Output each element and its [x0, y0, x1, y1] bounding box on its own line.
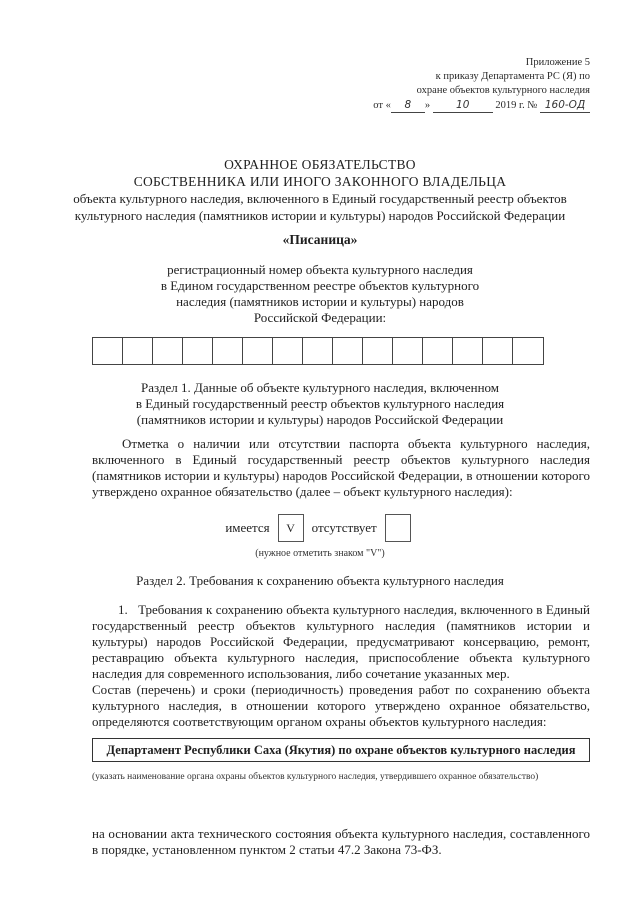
regno-cell [363, 338, 393, 364]
regno-cell [153, 338, 183, 364]
regno-line-1: регистрационный номер объекта культурного наследия [167, 262, 473, 277]
section-1-line-2: в Единый государственный реестр объектов культурного наследия [135, 396, 505, 411]
passport-paragraph: Отметка о наличии или отсутствии паспорта объекта культурного наследия, включенного в Единый государственный реестр объектов культурного наследия (памятников истории и культуры) народов Российской Федерации, в отношении которого утверждено охранное обязательство (далее – объект культурного наследия): [92, 436, 590, 499]
registration-number-caption [0, 262, 640, 326]
annex-line-1: Приложение 5 [525, 57, 590, 68]
department-note: (указать наименование органа охраны объектов культурного наследия, утвердившего охранное обязательство) [92, 772, 539, 782]
passport-has-checkbox: V [278, 514, 304, 542]
annex-year: 2019 г. № [495, 100, 538, 111]
annex-mid: » [424, 100, 431, 111]
regno-cell [333, 338, 363, 364]
annex-header [373, 56, 590, 113]
passport-absent-checkbox [385, 514, 411, 542]
annex-number: 160-ОД [540, 98, 590, 113]
section-1-line-3: (памятников истории и культуры) народов Российской Федерации [136, 412, 504, 427]
registration-number-grid [92, 337, 544, 365]
regno-cell [453, 338, 483, 364]
title-line-3: объекта культурного наследия, включенного в Единый государственный реестр объектов [73, 191, 567, 206]
passport-absent-label: отсутствует [311, 520, 377, 535]
section-2-heading: Раздел 2. Требования к сохранению объекта культурного наследия [136, 573, 504, 588]
annex-date-line [373, 98, 590, 113]
regno-cell [183, 338, 213, 364]
passport-choice [0, 514, 640, 542]
section-1-heading [0, 380, 640, 428]
title-line-1: ОХРАННОЕ ОБЯЗАТЕЛЬСТВО [224, 157, 416, 172]
regno-line-3: наследия (памятников истории и культуры) народов [176, 294, 464, 309]
item-number: 1. [118, 602, 128, 617]
annex-line-2: к приказу Департамента РС (Я) по [435, 71, 590, 82]
requirements-text: Требования к сохранению объекта культурного наследия, включенного в Единый государственный реестр объектов культурного наследия (памятников истории и культуры) народов Российской Федерации, предусматривают консервацию, ремонт, реставрацию объекта культурного наследия, приспособление объекта культурного наследия для современного использования, либо сочетание указанных мер. [92, 602, 591, 681]
annex-day: 8 [391, 98, 425, 113]
regno-cell [513, 338, 543, 364]
passport-note: (нужное отметить знаком "V") [255, 548, 385, 559]
regno-cell [393, 338, 423, 364]
regno-cell [213, 338, 243, 364]
regno-cell [423, 338, 453, 364]
department-box: Департамент Республики Саха (Якутия) по охране объектов культурного наследия [92, 738, 590, 762]
document-title [0, 156, 640, 224]
annex-month: 10 [433, 98, 493, 113]
passport-has-label: имеется [225, 520, 270, 535]
requirements-paragraph [92, 602, 590, 730]
annex-from: от « [373, 100, 391, 111]
object-name: «Писаница» [282, 232, 358, 247]
regno-cell [273, 338, 303, 364]
technical-act-paragraph: на основании акта технического состояния объекта культурного наследия, составленного в порядке, установленном пунктом 2 статьи 47.2 Закона 73-ФЗ. [92, 826, 590, 857]
annex-line-3: охране объектов культурного наследия [416, 85, 590, 96]
regno-cell [243, 338, 273, 364]
regno-cell [483, 338, 513, 364]
title-line-2: СОБСТВЕННИКА ИЛИ ИНОГО ЗАКОННОГО ВЛАДЕЛЬЦА [133, 174, 507, 189]
title-line-4: культурного наследия (памятников истории и культуры) народов Российской Федерации [74, 208, 566, 223]
regno-cell [123, 338, 153, 364]
section-1-line-1: Раздел 1. Данные об объекте культурного наследия, включенном [140, 380, 500, 395]
works-composition-text: Состав (перечень) и сроки (периодичность) проведения работ по сохранению объекта культурного наследия, в отношении которого утверждено охранное обязательство, определяются соответствующим органом охраны объектов культурного наследия: [92, 682, 590, 729]
regno-line-2: в Едином государственном реестре объектов культурного [160, 278, 480, 293]
requirements-item-1 [92, 602, 590, 682]
regno-cell [303, 338, 333, 364]
regno-cell [93, 338, 123, 364]
regno-line-4: Российской Федерации: [253, 310, 387, 325]
